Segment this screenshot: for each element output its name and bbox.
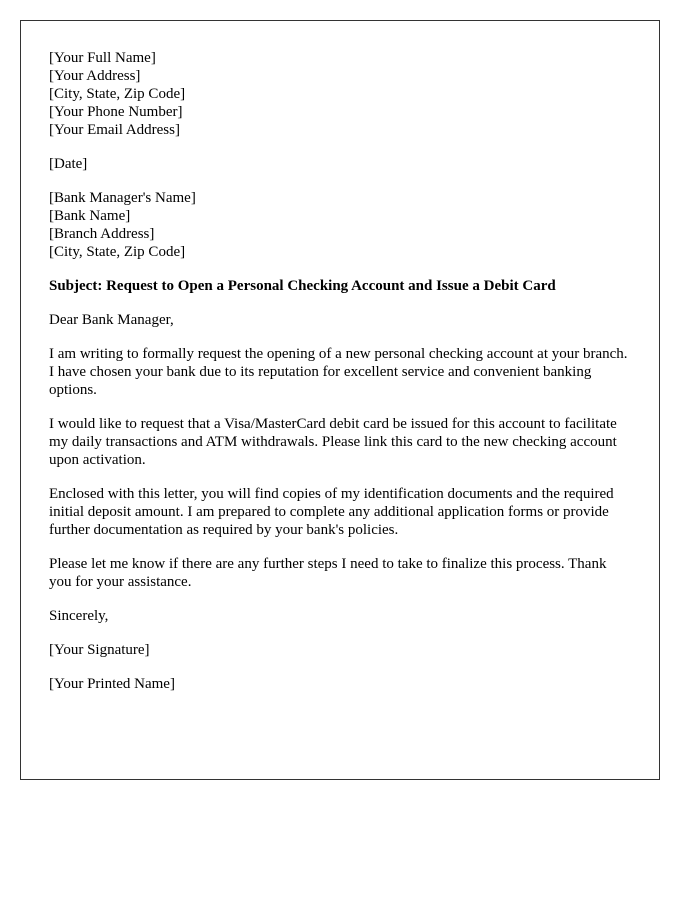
recipient-branch-address: [Branch Address] (49, 226, 155, 242)
recipient-bank-name: [Bank Name] (49, 208, 131, 224)
date-line: [Date] (49, 156, 88, 172)
recipient-city-state-zip: [City, State, Zip Code] (49, 244, 186, 260)
body-paragraph-2: I would like to request that a Visa/MasterCard debit card be issued for this account to facilitate my daily transactions and ATM withdrawals. Please link this card to the new checking account upon activation. (49, 416, 617, 468)
recipient-manager-name: [Bank Manager's Name] (49, 190, 196, 206)
sender-email: [Your Email Address] (49, 122, 180, 138)
sender-name: [Your Full Name] (49, 50, 156, 66)
sender-address: [Your Address] (49, 68, 141, 84)
letter-page (20, 20, 660, 780)
body-paragraph-3: Enclosed with this letter, you will find copies of my identification documents and the required initial deposit amount. I am prepared to complete any additional application forms or provide further documentation as required by your bank's policies. (49, 486, 614, 538)
sender-city-state-zip: [City, State, Zip Code] (49, 86, 186, 102)
subject-line: Subject: Request to Open a Personal Checking Account and Issue a Debit Card (49, 278, 556, 294)
recipient-block (49, 189, 631, 261)
salutation: Dear Bank Manager, (49, 312, 174, 328)
sender-phone: [Your Phone Number] (49, 104, 183, 120)
body-paragraph-1: I am writing to formally request the opening of a new personal checking account at your branch. I have chosen your bank due to its reputation for excellent service and convenient banking options. (49, 346, 628, 398)
printed-name-placeholder: [Your Printed Name] (49, 676, 175, 692)
closing: Sincerely, (49, 608, 109, 624)
signature-placeholder: [Your Signature] (49, 642, 150, 658)
sender-block (49, 49, 631, 139)
body-paragraph-4: Please let me know if there are any further steps I need to take to finalize this process. Thank you for your assistance. (49, 556, 607, 590)
